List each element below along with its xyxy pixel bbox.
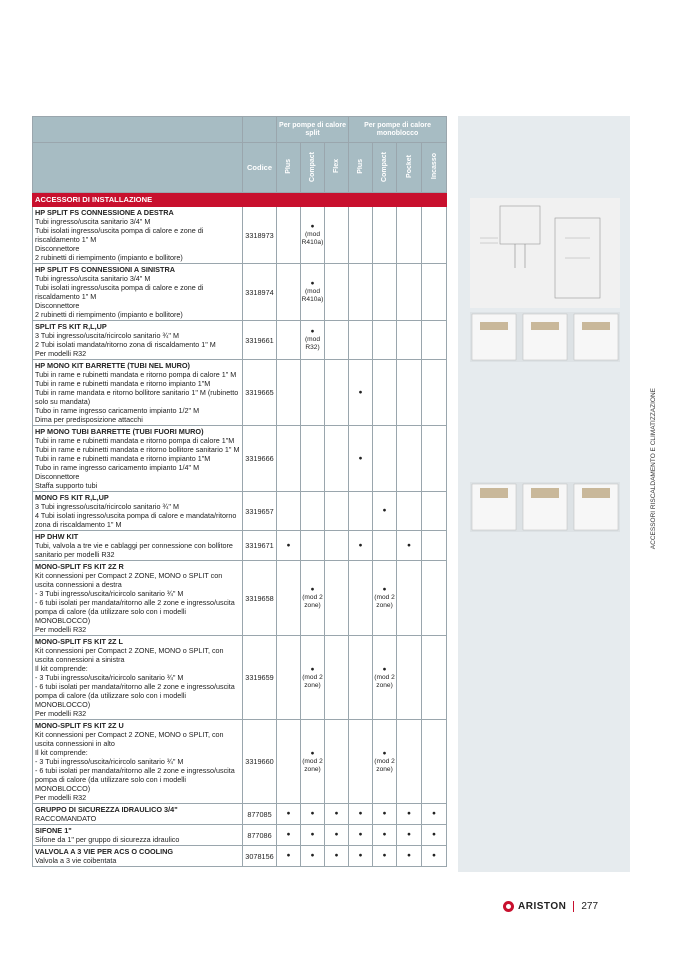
row-line: Tubi in rame e rubinetti mandata e ritorno bollitore sanitario 1" M [35,445,240,454]
row-line: Staffa supporto tubi [35,481,98,490]
header-blank-code [243,117,277,143]
compat-mark: ● [422,804,447,825]
row-line: Tubi in rame e rubinetti mandata e ritorno pompa di calore 1"M [35,436,235,445]
row-line: Tubi isolati ingresso/uscita pompa di calore e zone di riscaldamento 1" M [35,283,204,301]
compat-mark: ● [349,825,373,846]
compat-mark [325,321,349,360]
compat-mark [325,426,349,492]
row-title: SIFONE 1" [35,826,72,835]
compat-mark [373,264,397,321]
row-code: 3319660 [243,720,277,804]
row-line: Il kit comprende: [35,748,88,757]
row-title: MONO-SPLIT FS KIT 2Z U [35,721,124,730]
header-col-mono-compact: Compact [373,143,397,193]
row-line: Valvola a 3 vie coibentata [35,856,117,865]
header-col-split-compact: Compact [301,143,325,193]
compat-mark [277,720,301,804]
row-code: 3319659 [243,636,277,720]
row-line: Tubi ingresso/uscita sanitario 3/4" M [35,274,151,283]
accessories-table-wrapper [32,116,446,867]
table-row [33,720,447,804]
page-number: 277 [581,900,599,912]
header-codice: Codice [243,143,277,193]
compat-mark [397,264,422,321]
compat-mark [349,492,373,531]
compat-mark [325,264,349,321]
table-row [33,321,447,360]
row-line: 2 rubinetti di riempimento (impianto e bollitore) [35,253,183,262]
header-desc [33,143,243,193]
row-code: 3318974 [243,264,277,321]
row-code: 877085 [243,804,277,825]
row-code: 3319665 [243,360,277,426]
compat-mark [325,636,349,720]
compat-mark [301,531,325,561]
table-row [33,825,447,846]
row-description [33,846,243,867]
row-line: Tubi ingresso/uscita sanitario 3/4" M [35,217,151,226]
row-line: Dima per predisposizione attacchi [35,415,143,424]
brand-name: ARISTON [518,900,567,912]
row-line: 2 Tubi isolati mandata/ritorno zona di riscaldamento 1" M [35,340,216,349]
compat-mark: ● [397,804,422,825]
compat-mark [422,321,447,360]
compat-mark [373,531,397,561]
table-row [33,492,447,531]
row-line: - 6 tubi isolati per mandata/ritorno alle 2 zone e ingresso/uscita pompa di calore (da utilizzare solo con i modelli MONOBLOCCO) [35,766,235,793]
row-code: 3319658 [243,561,277,636]
row-line: RACCOMANDATO [35,814,97,823]
row-line: Kit connessioni per Compact 2 ZONE, MONO o SPLIT, con uscita connessioni in alto [35,730,224,748]
header-blank [33,117,243,143]
compat-mark [397,426,422,492]
row-code: 3319661 [243,321,277,360]
compat-mark [422,636,447,720]
compat-mark: ● (mod 2 zone) [301,561,325,636]
compat-mark: ● [349,846,373,867]
compat-mark: ● [397,846,422,867]
row-line: Tubi in rame mandata e ritorno bollitore sanitario 1" M (rubinetto solo su mandata) [35,388,239,406]
compat-mark: ● [373,804,397,825]
compat-mark [397,321,422,360]
compat-mark [373,207,397,264]
compat-mark [277,264,301,321]
compat-mark: ● (mod 2 zone) [301,636,325,720]
row-title: HP MONO KIT BARRETTE (TUBI NEL MURO) [35,361,190,370]
row-line: Tubi in rame e rubinetti mandata e ritorno impianto 1"M [35,379,211,388]
row-line: - 3 Tubi ingresso/uscita/ricircolo sanitario ¾" M [35,673,184,682]
compat-mark [397,636,422,720]
compat-mark [397,561,422,636]
compat-mark: ● [301,846,325,867]
compat-mark [373,321,397,360]
row-line: - 3 Tubi ingresso/uscita/ricircolo sanitario ¾" M [35,757,184,766]
table-row [33,360,447,426]
compat-mark [325,492,349,531]
compat-mark: ● [349,804,373,825]
row-title: SPLIT FS KIT R,L,UP [35,322,107,331]
section-title: ACCESSORI DI INSTALLAZIONE [33,193,447,207]
compat-mark: ● (mod R410a) [301,207,325,264]
row-line: Tubi, valvola a tre vie e cablaggi per connessione con bollitore sanitario per modelli R32 [35,541,233,559]
page-footer [503,898,598,914]
header-col-mono-pocket: Pocket [397,143,422,193]
header-col-split-flex: Flex [325,143,349,193]
accessories-table [32,116,447,867]
row-line: 2 rubinetti di riempimento (impianto e bollitore) [35,310,183,319]
side-section-label: ACCESSORI RISCALDAMENTO E CLIMATIZZAZIONE [650,388,657,550]
compat-mark: ● [422,825,447,846]
row-line: Tubi isolati ingresso/uscita pompa di calore e zone di riscaldamento 1" M [35,226,204,244]
compat-mark: ● [422,846,447,867]
indoor-unit-photos-1 [470,312,620,362]
row-line: Tubi in rame e rubinetti mandata e ritorno impianto 1"M [35,454,211,463]
compat-mark: ● [397,531,422,561]
compat-mark [277,321,301,360]
compat-mark [325,360,349,426]
table-row [33,207,447,264]
row-line: Kit connessioni per Compact 2 ZONE, MONO o SPLIT con uscita connessioni a destra [35,571,223,589]
compat-mark [422,360,447,426]
table-row [33,846,447,867]
compat-mark [277,636,301,720]
compat-mark [397,720,422,804]
row-title: MONO-SPLIT FS KIT 2Z R [35,562,124,571]
compat-mark: ● [373,846,397,867]
row-line: Disconnettore [35,472,80,481]
row-title: HP MONO TUBI BARRETTE (TUBI FUORI MURO) [35,427,204,436]
row-title: MONO FS KIT R,L,UP [35,493,109,502]
row-line: - 6 tubi isolati per mandata/ritorno alle 2 zone e ingresso/uscita pompa di calore (da utilizzare solo con i modelli MONOBLOCCO) [35,682,235,709]
compat-mark [325,531,349,561]
compat-mark: ● (mod 2 zone) [373,720,397,804]
row-line: Tubi in rame e rubinetti mandata e ritorno pompa di calore 1" M [35,370,237,379]
table-row [33,561,447,636]
compat-mark [422,492,447,531]
row-description [33,207,243,264]
row-code: 3078156 [243,846,277,867]
compat-mark [277,426,301,492]
compat-mark: ● (mod 2 zone) [373,636,397,720]
table-row [33,264,447,321]
row-line: - 6 tubi isolati per mandata/ritorno alle 2 zone e ingresso/uscita pompa di calore (da utilizzare solo con i modelli MONOBLOCCO) [35,598,235,625]
row-line: Per modelli R32 [35,709,87,718]
compat-mark: ● [325,825,349,846]
row-title: HP SPLIT FS CONNESSIONE A DESTRA [35,208,174,217]
row-line: Disconnettore [35,244,80,253]
row-line: Tubo in rame ingresso caricamento impianto 1/4" M [35,463,200,472]
header-col-mono-incasso: Incasso [422,143,447,193]
compat-mark: ● (mod R32) [301,321,325,360]
compat-mark [349,636,373,720]
row-line: Disconnettore [35,301,80,310]
compat-mark: ● [325,804,349,825]
ariston-logo-icon [503,901,514,912]
compat-mark: ● (mod 2 zone) [373,561,397,636]
row-code: 3319666 [243,426,277,492]
compat-mark: ● [349,426,373,492]
compat-mark [422,207,447,264]
row-title: HP DHW KIT [35,532,79,541]
row-description [33,531,243,561]
row-line: Tubo in rame ingresso caricamento impianto 1/2" M [35,406,200,415]
compat-mark [397,207,422,264]
compat-mark: ● (mod R410a) [301,264,325,321]
row-description [33,264,243,321]
compat-mark [277,492,301,531]
compat-mark [325,720,349,804]
footer-separator [573,901,574,912]
compat-mark [277,207,301,264]
compat-mark [373,360,397,426]
header-col-split-plus: Plus [277,143,301,193]
row-description [33,561,243,636]
compat-mark: ● [277,804,301,825]
indoor-unit-photos-2 [470,482,620,532]
table-row [33,804,447,825]
row-description [33,426,243,492]
compat-mark: ● (mod 2 zone) [301,720,325,804]
row-line: Il kit comprende: [35,664,88,673]
product-photo-panel [458,116,630,872]
row-line: 3 Tubi ingresso/uscita/ricircolo sanitario ¾" M [35,502,179,511]
compat-mark [373,426,397,492]
compat-mark: ● [277,825,301,846]
header-group-mono: Per pompe di calore monoblocco [349,117,447,143]
compat-mark: ● [397,825,422,846]
row-title: GRUPPO DI SICUREZZA IDRAULICO 3/4" [35,805,178,814]
row-description [33,720,243,804]
compat-mark [422,720,447,804]
kit-diagram-image [470,198,620,308]
compat-mark [277,360,301,426]
compat-mark: ● [373,492,397,531]
compat-mark [422,264,447,321]
compat-mark: ● [277,846,301,867]
row-description [33,825,243,846]
compat-mark [325,207,349,264]
row-line: 4 Tubi isolati ingresso/uscita pompa di calore e mandata/ritorno zona di riscaldamento 1" M [35,511,237,529]
row-code: 877086 [243,825,277,846]
compat-mark [349,561,373,636]
compat-mark [422,561,447,636]
row-code: 3319657 [243,492,277,531]
compat-mark [349,207,373,264]
compat-mark [301,492,325,531]
table-row [33,426,447,492]
compat-mark [349,321,373,360]
row-description [33,360,243,426]
row-line: Per modelli R32 [35,793,87,802]
row-title: MONO-SPLIT FS KIT 2Z L [35,637,123,646]
row-description [33,636,243,720]
compat-mark [422,426,447,492]
compat-mark: ● [349,531,373,561]
header-group-split: Per pompe di calore split [277,117,349,143]
row-description [33,492,243,531]
header-col-mono-plus: Plus [349,143,373,193]
row-line: Sifone da 1" per gruppo di sicurezza idraulico [35,835,180,844]
row-line: Per modelli R32 [35,349,87,358]
compat-mark: ● [373,825,397,846]
row-title: HP SPLIT FS CONNESSIONI A SINISTRA [35,265,176,274]
row-code: 3319671 [243,531,277,561]
compat-mark [301,426,325,492]
row-title: VALVOLA A 3 VIE PER ACS O COOLING [35,847,174,856]
compat-mark: ● [301,825,325,846]
compat-mark: ● [277,531,301,561]
row-line: Per modelli R32 [35,625,87,634]
compat-mark [422,531,447,561]
row-line: Kit connessioni per Compact 2 ZONE, MONO o SPLIT, con uscita connessioni a sinistra [35,646,224,664]
row-code: 3318973 [243,207,277,264]
row-description [33,804,243,825]
row-description [33,321,243,360]
compat-mark: ● [349,360,373,426]
compat-mark [397,492,422,531]
row-line: - 3 Tubi ingresso/uscita/ricircolo sanitario ¾" M [35,589,184,598]
compat-mark [277,561,301,636]
compat-mark: ● [301,804,325,825]
compat-mark [301,360,325,426]
row-line: 3 Tubi ingresso/uscita/ricircolo sanitario ¾" M [35,331,179,340]
compat-mark [349,264,373,321]
compat-mark [349,720,373,804]
table-row [33,636,447,720]
compat-mark: ● [325,846,349,867]
table-row [33,531,447,561]
compat-mark [397,360,422,426]
compat-mark [325,561,349,636]
